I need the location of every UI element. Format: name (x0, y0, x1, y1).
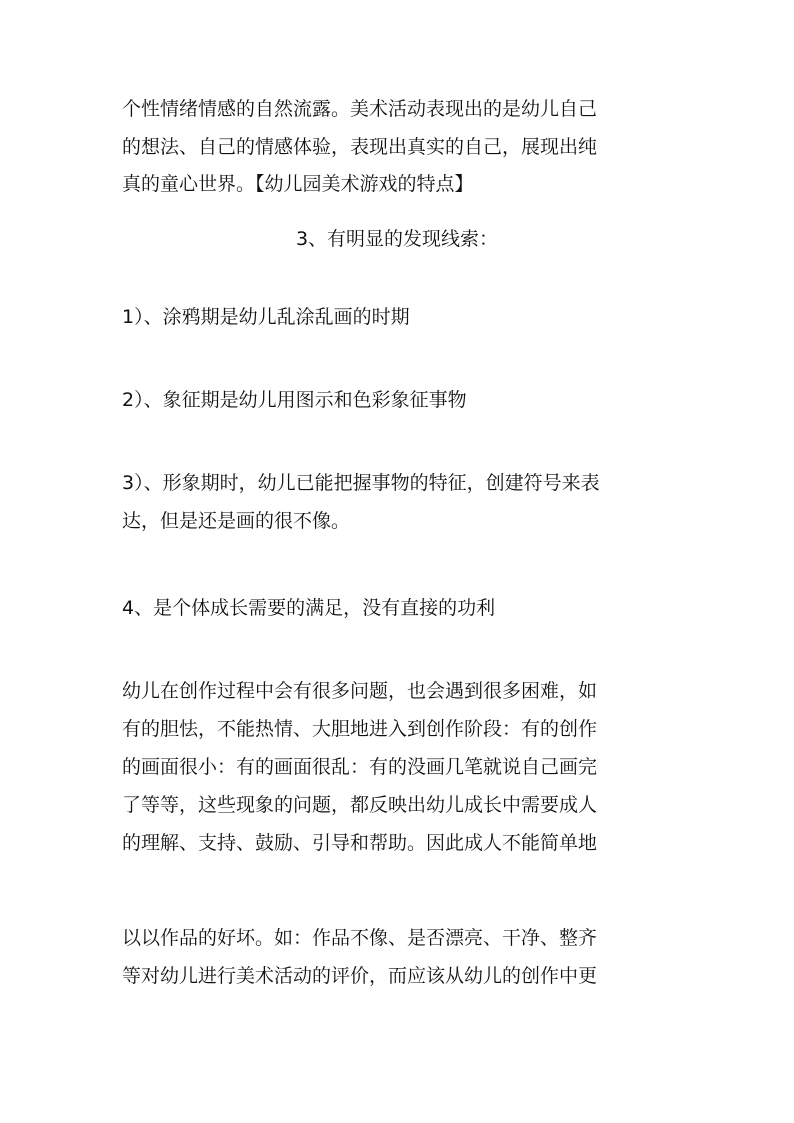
list-item-3-line-2: 达，但是还是画的很不像。 (122, 510, 351, 532)
paragraph-3-line-2: 等对幼儿进行美术活动的评价，而应该从幼儿的创作中更 (122, 965, 598, 987)
list-item-1: 1）、涂鸦期是幼儿乱涂乱画的时期 (122, 306, 410, 328)
list-item-3-line-1: 3）、形象期时，幼儿已能把握事物的特征，创建符号来表 (122, 472, 600, 494)
paragraph-2-line-4: 了等等，这些现象的问题，都反映出幼儿成长中需要成人 (122, 794, 598, 816)
paragraph-2-line-3: 的画面很小：有的画面很乱：有的没画几笔就说自己画完 (122, 756, 598, 778)
paragraph-3-line-1: 以以作品的好坏。如：作品不像、是否漂亮、干净、整齐 (122, 927, 598, 949)
paragraph-1-line-2: 的想法、自己的情感体验，表现出真实的自己，展现出纯 (122, 136, 598, 158)
list-item-2: 2）、象征期是幼儿用图示和色彩象征事物 (122, 389, 467, 411)
paragraph-2-line-2: 有的胆怯，不能热情、大胆地进入到创作阶段：有的创作 (122, 718, 598, 740)
paragraph-1-line-3: 真的童心世界。【幼儿园美术游戏的特点】 (122, 173, 474, 195)
paragraph-2-line-1: 幼儿在创作过程中会有很多问题，也会遇到很多困难，如 (122, 680, 598, 702)
paragraph-2-line-5: 的理解、支持、鼓励、引导和帮助。因此成人不能简单地 (122, 832, 598, 854)
section-heading-3: 3、有明显的发现线索： (295, 228, 499, 250)
paragraph-1-line-1: 个性情绪情感的自然流露。美术活动表现出的是幼儿自己 (122, 98, 598, 120)
section-heading-4: 4、是个体成长需要的满足，没有直接的功利 (122, 597, 496, 619)
